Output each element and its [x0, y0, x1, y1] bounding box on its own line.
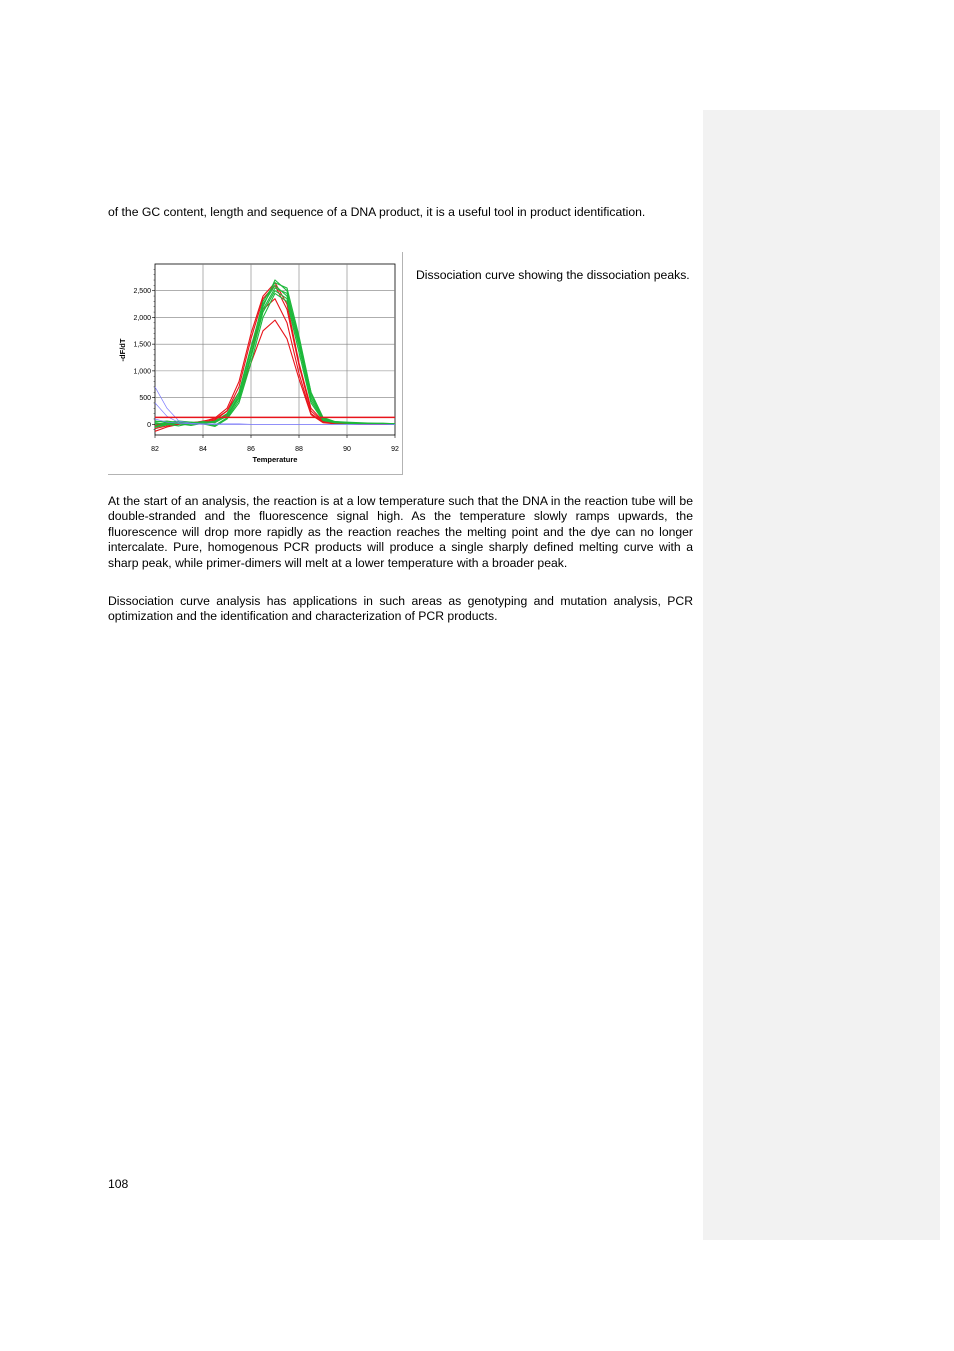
paragraph-analysis: At the start of an analysis, the reaction is at a low temperature such that the DNA in the reaction tube will be double-stranded and the fluorescence signal high. As the temperature slowly ramps upwards, the fluorescence will drop more rapidly as the reaction reaches the melting point and the dye can no longer intercalate. Pure, homogenous PCR products will produce a single sharply defined melting curve with a sharp peak, while primer-dimers will melt at a lower temperature with a broader peak.	[108, 494, 693, 570]
chart-grid	[155, 264, 395, 435]
dissociation-chart	[108, 252, 403, 475]
paragraph-intro: of the GC content, length and sequence of a DNA product, it is a useful tool in product identification.	[108, 205, 646, 219]
figure-caption: Dissociation curve showing the dissociation peaks.	[416, 268, 690, 282]
x-tick-label: 86	[247, 446, 255, 453]
y-tick-label: 1,500	[133, 341, 151, 349]
y-tick-label: 2,000	[133, 314, 151, 322]
chart-svg	[108, 252, 403, 475]
comment-margin-pane	[703, 110, 940, 1240]
page-number: 108	[108, 1177, 129, 1191]
y-tick-label: 2,500	[133, 288, 151, 296]
x-tick-label: 90	[343, 446, 351, 453]
x-tick-label: 82	[151, 446, 159, 453]
x-tick-label: 92	[391, 446, 399, 453]
y-tick-label: 1,000	[133, 368, 151, 376]
plot-frame	[155, 264, 395, 435]
y-axis-title: -dF/dT	[118, 338, 127, 362]
x-axis-title: Temperature	[252, 455, 298, 464]
x-tick-label: 84	[199, 446, 207, 453]
x-tick-label: 88	[295, 446, 303, 453]
y-tick-label: 500	[139, 395, 151, 403]
paragraph-applications: Dissociation curve analysis has applications in such areas as genotyping and mutation analysis, PCR optimization and the identification and characterization of PCR products.	[108, 594, 693, 624]
y-tick-label: 0	[147, 421, 151, 429]
